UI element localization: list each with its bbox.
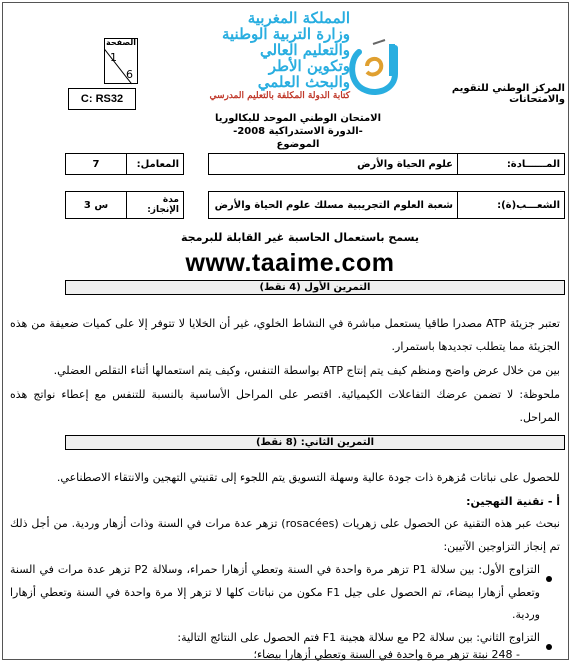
cross-2-text: التزاوج الثاني: بين سلالة P2 مع سلالة هجينة F1 فتم الحصول على النتائج التالية:: [177, 631, 540, 644]
ministry-line: والتعليم العالي: [259, 41, 350, 59]
exercise1-paragraph: بين من خلال عرض واضح ومنظم كيف يتم إنتاج ATP بواسطة التنفس، وكيف يتم استعمالها أثناء التقلص العضلي.: [53, 364, 560, 377]
coefficient-label: المعامل:: [127, 154, 184, 175]
ministry-line: كتابة الدولة المكلفة بالتعليم المدرسي: [209, 91, 350, 101]
exercise2-intro: للحصول على نباتات مُزهرة ذات جودة عالية وسهلة التسويق يتم اللجوء إلى تقنيتي التهجين والانتقاء الاصطناعي.: [56, 471, 560, 484]
cross-1-text: التزاوج الأول: بين سلالة P1 تزهر مرة واحدة في السنة وتعطي أزهارا حمراء، وسلالة P2 تزهر عدة مرات في السنة وتعطي أزهارا بيضاء، تم الحصول على جيل F1 مكون من نباتات كلها لا تزهر إلا مرة واحدة في السنة وتعطي أزهارا وردية.: [10, 563, 541, 621]
calculator-note: يسمح باستعمال الحاسبة غير القابلة للبرمجة: [181, 231, 419, 244]
page-label: الصفحة: [105, 38, 136, 47]
page-current: 1: [110, 51, 117, 64]
national-center-logo: [345, 38, 401, 100]
cross-2-result: - 248 نبتة تزهر مرة واحدة في السنة وتعطي أزهارا بيضاء؛: [253, 648, 520, 661]
watermark: www.taaime.com: [185, 249, 395, 277]
exercise1-title: التمرين الأول (4 نقط): [65, 280, 565, 295]
ministry-line: وتكوين الأطر: [268, 57, 350, 75]
subject-value: علوم الحياة والأرض: [209, 154, 458, 175]
ministry-line: والبحث العلمي: [257, 73, 350, 91]
center-name: المركز الوطني للتقويم والامتحانات: [451, 83, 565, 105]
exercise1-paragraph: تعتبر جزيئة ATP مصدرا طاقيا يستعمل مباشرة في النشاط الخلوي، غير أن الخلايا لا تتوفر إلا على كميات ضعيفة من هذه الجزيئة مما يتطلب تجديدها باستمرار.: [10, 317, 560, 353]
subject-info-table: [65, 153, 565, 175]
exam-title: [178, 112, 418, 151]
ministry-line: وزارة التربية الوطنية: [221, 25, 350, 43]
exercise1-note: ملحوظة: لا تضمن عرضك التفاعلات الكيميائية. اقتصر على المراحل الأساسية بالنسبة للتنفس مع إعطاء نواتج هذه المراحل.: [10, 388, 560, 424]
exam-line: -الدورة الاستدراكية 2008-: [233, 126, 363, 137]
branch-info-table: [65, 191, 565, 219]
bullet-icon: [546, 568, 552, 587]
ministry-line: المملكة المغربية: [247, 9, 350, 27]
bullet-icon: [546, 636, 552, 655]
section-a-paragraph: نبحث عبر هذه التقنية عن الحصول على زهريات (rosacées) تزهر عدة مرات في السنة وذات أزهار وردية. من أجل ذلك تم إنجاز التزاوجين الآتيين:: [10, 517, 560, 553]
exam-line: الامتحان الوطني الموحد للبكالوريا: [214, 113, 382, 124]
branch-value: شعبة العلوم التجريبية مسلك علوم الحياة والأرض: [209, 192, 458, 219]
duration-label: مدة الإنجاز:: [127, 192, 184, 219]
page-total: 6: [126, 68, 133, 81]
section-a-heading: أ - تقنية التهجين:: [466, 495, 560, 508]
exam-code: C: RS32: [68, 88, 136, 110]
ministry-block: [160, 10, 350, 102]
branch-label: الشعـــب(ة):: [458, 192, 565, 219]
exercise2-title: التمرين الثاني: (8 نقط): [65, 435, 565, 450]
subject-label: المــــــادة:: [458, 154, 565, 175]
page-number-box: [104, 38, 138, 84]
duration-value: 3 س: [66, 192, 127, 219]
coefficient-value: 7: [66, 154, 127, 175]
exam-line: الموضوع: [276, 139, 320, 150]
